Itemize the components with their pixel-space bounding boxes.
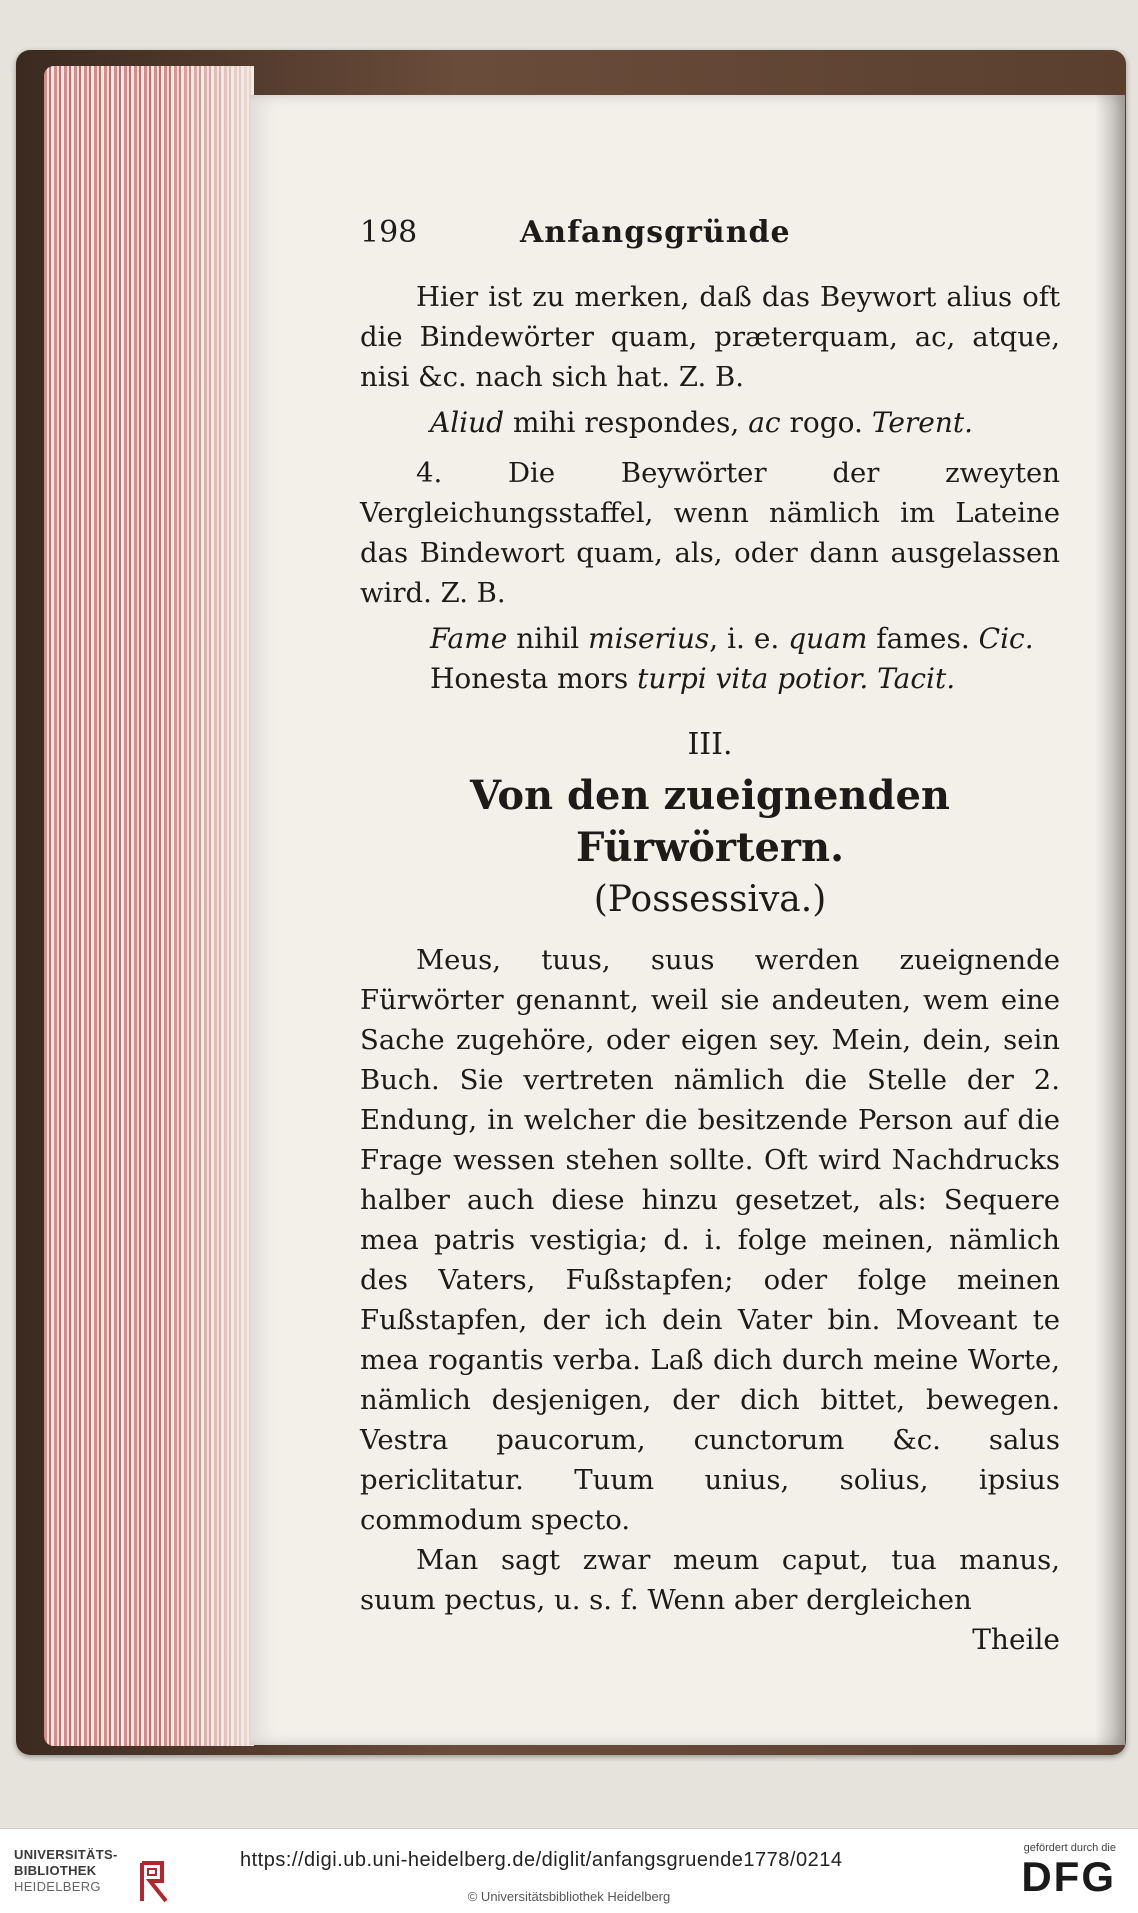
logo-text: HEIDELBERG xyxy=(14,1879,101,1894)
logo-text: UNIVERSITÄTS- xyxy=(14,1847,118,1862)
paragraph: Man sagt zwar meum caput, tua manus, suum pectus, u. s. f. Wenn aber dergleichen xyxy=(360,1544,1060,1616)
copyright-notice: © Universitätsbibliothek Heidelberg xyxy=(467,1889,671,1904)
section-number: III. xyxy=(687,727,733,762)
latin-example xyxy=(430,403,1060,443)
page-text xyxy=(360,215,1060,1660)
example-word: turpi vita potior. xyxy=(637,662,869,695)
dfg-logo: DFG xyxy=(1021,1853,1116,1900)
running-head-title: Anfangsgründe xyxy=(520,215,791,250)
example-text: mihi respondes, xyxy=(504,406,749,439)
example-word: quam xyxy=(788,622,868,655)
latin-example xyxy=(430,619,1060,659)
page-url-link[interactable]: https://digi.ub.uni-heidelberg.de/diglit/anfangsgruende1778/0214 xyxy=(240,1849,843,1871)
section-title: Von den zueignenden Fürwörtern. xyxy=(470,772,950,871)
example-source: Cic. xyxy=(978,622,1034,655)
viewer-footer xyxy=(0,1828,1138,1913)
logo-text: BIBLIOTHEK xyxy=(14,1863,97,1878)
page-gutter-shadow xyxy=(1095,95,1125,1745)
example-text: rogo. xyxy=(780,406,872,439)
example-text: Honesta mors xyxy=(430,662,638,695)
latin-example xyxy=(430,659,1060,699)
example-text: , i. e. xyxy=(709,622,789,655)
paragraph: Meus, tuus, suus werden zueignende Fürwörter genannt, weil sie andeuten, wem eine Sache zugehöre, oder eigen sey. Mein, dein, sein Buch. Sie vertreten nämlich die Stelle der 2. Endung, in welcher die besitzende Person auf die Frage wessen stehen sollte. Oft wird Nachdrucks halber auch diese hinzu gesetzet, als: Sequere mea patris vestigia; d. i. folge meinen, nämlich des Vaters, Fußstapfen; oder folge meinen Fußstapfen, der ich dein Vater bin. Moveant te mea rogantis verba. Laß dich durch meine Worte, nämlich desjenigen, der dich bittet, bewegen. Vestra paucorum, cunctorum &c. salus periclitatur. Tuum unius, solius, ipsius commodum specto. xyxy=(360,944,1060,1536)
example-word: Aliud xyxy=(430,406,505,439)
paragraph: Hier ist zu merken, daß das Beywort alius oft die Bindewörter quam, præterquam, ac, atque, nisi &c. nach sich hat. Z. B. xyxy=(360,281,1060,393)
paragraph: 4. Die Beywörter der zweyten Vergleichungsstaffel, wenn nämlich im Lateine das Bindewort quam, als, oder dann ausgelassen wird. Z. B. xyxy=(360,457,1060,609)
catchword: Theile xyxy=(972,1623,1060,1656)
sponsor-text: gefördert durch die xyxy=(1023,1842,1116,1854)
example-word: Fame xyxy=(430,622,508,655)
book-page xyxy=(250,95,1125,1745)
example-word: miserius xyxy=(588,622,710,655)
page-fore-edge xyxy=(44,66,254,1746)
example-text: fames. xyxy=(867,622,979,655)
page-number: 198 xyxy=(360,215,418,250)
example-source: Tacit. xyxy=(868,662,956,695)
section-subtitle: (Possessiva.) xyxy=(593,879,827,920)
running-head xyxy=(360,215,1060,265)
dfg-sponsor-logo[interactable] xyxy=(996,1841,1116,1899)
example-word: ac xyxy=(748,406,781,439)
example-text: nihil xyxy=(507,622,589,655)
example-source: Terent. xyxy=(871,406,974,439)
